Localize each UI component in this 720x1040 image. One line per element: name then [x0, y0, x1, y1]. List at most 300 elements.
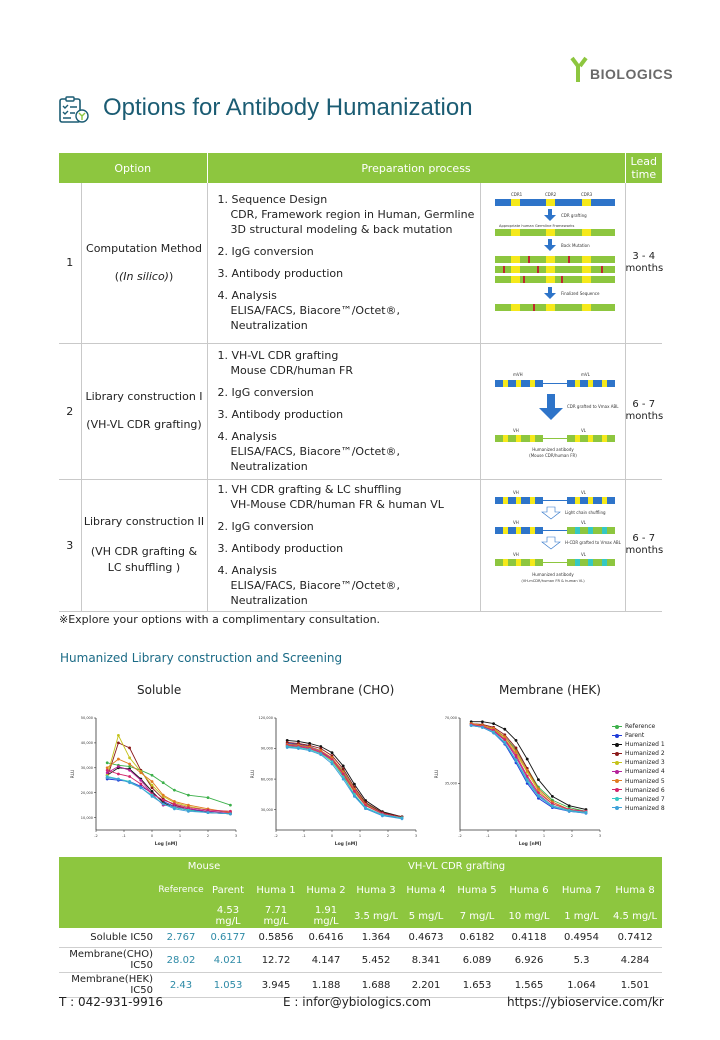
- step-title: 2. IgG conversion: [217, 386, 314, 399]
- data-point: [308, 749, 311, 752]
- data-point: [106, 776, 109, 779]
- data-point: [537, 788, 540, 791]
- cell-value: 1.364: [351, 928, 401, 948]
- data-point: [551, 795, 554, 798]
- step-title: 2. IgG conversion: [217, 520, 314, 533]
- diagram-caption2: (Mouse CDR/human FR): [528, 453, 577, 458]
- data-point: [207, 811, 210, 814]
- x-tick-label: 0: [514, 834, 518, 838]
- data-point: [297, 747, 300, 750]
- data-point: [139, 771, 142, 774]
- step-title: 3. Antibody production: [217, 408, 344, 421]
- data-point: [117, 734, 120, 737]
- data-point: [470, 724, 473, 727]
- cell-value: 0.7412: [608, 928, 662, 948]
- data-point: [151, 795, 154, 798]
- header-lead-line2: time: [631, 168, 657, 181]
- chart-membrane-hek: [424, 712, 614, 852]
- step-title: 2. IgG conversion: [217, 245, 314, 259]
- y-tick-label: 10,000: [80, 815, 93, 820]
- cell-value: 1.064: [555, 973, 608, 998]
- legend-swatch-icon: [612, 760, 622, 766]
- cell-value: 0.6416: [301, 928, 351, 948]
- page-title: Options for Antibody Humanization: [103, 94, 473, 121]
- company-logo: [570, 56, 700, 86]
- plot-area: [250, 716, 417, 847]
- step-title: 4. Analysis: [217, 564, 277, 577]
- legend-item: [612, 749, 665, 758]
- x-axis-label: Log [nM]: [334, 842, 358, 847]
- cell-value: 1.053: [205, 973, 251, 998]
- diagram-vh-label: VH: [512, 428, 519, 433]
- plot-area: [70, 716, 237, 847]
- cell-value: 8.341: [401, 948, 451, 973]
- cell-value: 2.201: [401, 973, 451, 998]
- step-detail: ELISA/FACS, Biacore™/Octet®, Neutralization: [230, 304, 401, 333]
- data-point: [207, 796, 210, 799]
- process-step: [218, 348, 480, 378]
- step-detail: ELISA/FACS, Biacore™/Octet®, Neutralization: [230, 445, 401, 473]
- chart-title-cho: Membrane (CHO): [290, 683, 395, 697]
- data-point: [117, 741, 120, 744]
- concentration: 10 mg/L: [503, 904, 555, 928]
- data-point: [537, 795, 540, 798]
- lc-shuffling-diagram: [483, 486, 623, 604]
- series-line: [107, 777, 230, 814]
- y-tick-label: 30,000: [80, 765, 93, 770]
- consultation-note: ※Explore your options with a complimentary consultation.: [59, 613, 381, 626]
- legend-swatch-icon: [612, 742, 622, 748]
- cell-value: 3.945: [251, 973, 301, 998]
- x-axis-label: Log [nM]: [154, 842, 178, 847]
- lead-time-value: 3 - 4: [632, 250, 656, 262]
- cdr-grafting-diagram: [483, 188, 623, 338]
- row-label: Membrane(CHO) IC50: [59, 948, 157, 973]
- row-number: 3: [59, 479, 81, 611]
- row-number: 1: [59, 183, 81, 343]
- option-name: [81, 343, 207, 479]
- diagram-vl-label: VL: [580, 428, 586, 433]
- x-tick-label: 3: [598, 834, 602, 838]
- legend-label: Reference: [625, 723, 656, 730]
- option-name-line2: (VH-VL CDR grafting): [86, 418, 202, 431]
- shuffled-antibody-bars: [495, 527, 615, 534]
- data-point: [503, 742, 506, 745]
- cell-value: 2.767: [157, 928, 205, 948]
- table-row: [59, 479, 662, 611]
- table-row: [59, 973, 662, 998]
- col-header: Huma 5: [451, 876, 503, 904]
- series-line: [471, 726, 586, 814]
- x-tick-label: -2: [94, 834, 98, 838]
- data-point: [342, 778, 345, 781]
- cell-value: 0.4673: [401, 928, 451, 948]
- footer-email[interactable]: E : infor@ybiologics.com: [283, 995, 432, 1009]
- diagram-mvh-label: mVH: [512, 372, 523, 377]
- data-point: [162, 802, 165, 805]
- ic50-concentration-row: [59, 904, 662, 928]
- x-tick-label: 1: [542, 834, 546, 838]
- diagram-cell: [480, 343, 625, 479]
- diagram-vh-label: VH: [512, 552, 519, 557]
- legend-item: [612, 777, 665, 786]
- series-line: [107, 768, 230, 814]
- options-table-header: [59, 153, 662, 183]
- series-line: [287, 748, 402, 819]
- arrow-down-icon: [544, 239, 556, 251]
- step-title: 3. Antibody production: [217, 267, 344, 281]
- step-detail: 3D structural modeling & back mutation: [230, 223, 453, 237]
- data-point: [364, 807, 367, 810]
- diagram-arrow2-label: Back Mutation: [560, 242, 590, 248]
- y-tick-label: 120,000: [258, 716, 273, 721]
- cell-value: 6.926: [503, 948, 555, 973]
- option-name-line1: Computation Method: [86, 241, 202, 255]
- ic50-group-row: [59, 857, 662, 876]
- y-axis-label: RLU: [251, 769, 256, 779]
- legend-item: [612, 804, 665, 813]
- option-name: [81, 479, 207, 611]
- antibody-logo-icon: [570, 56, 590, 84]
- concentration: 1.91 mg/L: [301, 904, 351, 928]
- diagram-vl-label: VL: [580, 520, 586, 525]
- concentration: 3.5 mg/L: [351, 904, 401, 928]
- option-name-italic: (In silico): [119, 269, 169, 283]
- y-axis-label: RLU: [435, 769, 440, 779]
- col-header: Huma 1: [251, 876, 301, 904]
- y-tick-label: 30,000: [260, 807, 273, 812]
- data-point: [585, 812, 588, 815]
- legend-item: [612, 731, 665, 740]
- data-point: [331, 762, 334, 765]
- data-point: [207, 809, 210, 812]
- legend-item: [612, 740, 665, 749]
- cell-value: 0.4954: [555, 928, 608, 948]
- diagram-mvl-label: mVL: [580, 372, 590, 377]
- data-point: [342, 764, 345, 767]
- data-point: [515, 739, 518, 742]
- col-header: Huma 4: [401, 876, 451, 904]
- cell-value: 12.72: [251, 948, 301, 973]
- cell-value: 4.147: [301, 948, 351, 973]
- data-point: [381, 814, 384, 817]
- x-tick-label: 2: [206, 834, 210, 838]
- step-title: 1. VH-VL CDR grafting: [217, 349, 339, 362]
- data-point: [151, 774, 154, 777]
- col-header: Huma 2: [301, 876, 351, 904]
- data-point: [229, 804, 232, 807]
- plot-area: [434, 716, 601, 847]
- process-step: [218, 482, 480, 512]
- footer-phone: T : 042-931-9916: [59, 995, 164, 1009]
- data-point: [128, 763, 131, 766]
- data-point: [187, 804, 190, 807]
- series-line: [287, 747, 402, 818]
- y-tick-label: 35,000: [444, 781, 457, 786]
- legend-swatch-icon: [612, 805, 622, 811]
- series-line: [471, 724, 586, 812]
- data-point: [117, 773, 120, 776]
- legend-label: Humanized 8: [625, 804, 665, 812]
- concentration: 4.5 mg/L: [608, 904, 662, 928]
- header-lead-time: [625, 153, 662, 183]
- logo-text: BIOLOGICS: [590, 66, 674, 82]
- x-axis-label: Log [nM]: [518, 842, 542, 847]
- data-point: [481, 720, 484, 723]
- table-row: [59, 928, 662, 948]
- data-point: [229, 810, 232, 813]
- col-header: Huma 6: [503, 876, 555, 904]
- data-point: [117, 765, 120, 768]
- legend-swatch-icon: [612, 778, 622, 784]
- cell-value: 0.6182: [451, 928, 503, 948]
- diagram-cdr3-label: CDR3: [580, 191, 592, 197]
- series-line: [471, 724, 586, 812]
- option-name-line1: Library construction II: [83, 515, 205, 528]
- step-detail: VH-Mouse CDR/human FR & human VL: [230, 498, 444, 511]
- y-tick-label: 50,000: [80, 716, 93, 721]
- group-mouse: Mouse: [157, 857, 251, 876]
- cell-value: 4.284: [608, 948, 662, 973]
- series-line: [471, 724, 586, 812]
- legend-swatch-icon: [612, 769, 622, 775]
- diagram-arrow1-label: Light chain shuffling: [564, 510, 606, 515]
- series-line: [107, 778, 230, 814]
- concentration: 7 mg/L: [451, 904, 503, 928]
- legend-label: Parent: [625, 732, 645, 740]
- legend-label: Humanized 4: [625, 768, 665, 776]
- legend-item: [612, 795, 665, 804]
- data-point: [162, 799, 165, 802]
- step-title: 1. Sequence Design: [217, 193, 328, 207]
- data-point: [162, 781, 165, 784]
- lead-time-unit: months: [625, 545, 664, 556]
- data-point: [503, 738, 506, 741]
- cell-value: 4.021: [205, 948, 251, 973]
- arrow-down-icon: [542, 537, 560, 549]
- data-point: [187, 810, 190, 813]
- step-title: 3. Antibody production: [217, 542, 344, 555]
- x-tick-label: -1: [486, 834, 490, 838]
- data-point: [187, 794, 190, 797]
- data-point: [401, 817, 404, 820]
- x-tick-label: 0: [150, 834, 154, 838]
- diagram-arrow2-label: H-CDR grafted to Vmax ABL: [564, 540, 621, 545]
- cell-value: 1.565: [503, 973, 555, 998]
- concentration: 5 mg/L: [401, 904, 451, 928]
- data-point: [492, 722, 495, 725]
- series-line: [471, 725, 586, 812]
- row-label: Membrane(HEK) IC50: [59, 973, 157, 998]
- data-point: [128, 775, 131, 778]
- diagram-arrow1-label: CDR grafting: [560, 212, 587, 218]
- y-axis-label: RLU: [71, 769, 76, 779]
- lead-time: [625, 183, 662, 343]
- data-point: [128, 769, 131, 772]
- data-point: [503, 735, 506, 738]
- diagram-vl-label: VL: [580, 552, 586, 557]
- lead-time-unit: months: [625, 262, 664, 274]
- diagram-caption2: (VH-mCDR/human FR & human VL): [520, 579, 585, 583]
- data-point: [503, 728, 506, 731]
- data-point: [139, 783, 142, 786]
- data-point: [319, 753, 322, 756]
- cell-value: 1.688: [351, 973, 401, 998]
- series-line: [471, 722, 586, 810]
- data-point: [173, 789, 176, 792]
- data-point: [187, 806, 190, 809]
- data-point: [342, 773, 345, 776]
- table-row: [59, 948, 662, 973]
- process-steps: [207, 183, 480, 343]
- x-tick-label: -1: [122, 834, 126, 838]
- mouse-antibody-bars: [495, 380, 615, 387]
- group-vhvl: VH-VL CDR grafting: [251, 857, 662, 876]
- arrow-down-icon: [539, 394, 563, 420]
- y-tick-label: 90,000: [260, 746, 273, 751]
- x-tick-label: -2: [274, 834, 278, 838]
- col-header: Parent: [205, 876, 251, 904]
- data-point: [526, 758, 529, 761]
- x-tick-label: 2: [386, 834, 390, 838]
- data-point: [173, 802, 176, 805]
- data-point: [568, 810, 571, 813]
- diagram-frame-label: Appropriate human Germline Frameworks: [498, 223, 574, 228]
- legend-swatch-icon: [612, 733, 622, 739]
- data-point: [173, 800, 176, 803]
- cell-value: 5.3: [555, 948, 608, 973]
- lead-time-unit: months: [625, 411, 664, 422]
- row-number: 2: [59, 343, 81, 479]
- data-point: [526, 769, 529, 772]
- vh-vl-grafting-diagram: [483, 356, 623, 466]
- legend-swatch-icon: [612, 787, 622, 793]
- y-tick-label: 70,000: [444, 716, 457, 721]
- series-line: [471, 726, 586, 813]
- series-line: [107, 735, 230, 811]
- concentration: 4.53 mg/L: [205, 904, 251, 928]
- data-point: [492, 732, 495, 735]
- chart-membrane-cho: [240, 712, 430, 852]
- data-point: [117, 778, 120, 781]
- cell-value: 0.5856: [251, 928, 301, 948]
- concentration: 7.71 mg/L: [251, 904, 301, 928]
- options-table: [59, 153, 662, 612]
- col-header: Huma 7: [555, 876, 608, 904]
- x-tick-label: 2: [570, 834, 574, 838]
- lead-time: [625, 479, 662, 611]
- chart-legend: [612, 722, 665, 813]
- legend-item: [612, 722, 665, 731]
- step-detail: ELISA/FACS, Biacore™/Octet®, Neutralization: [230, 579, 401, 607]
- data-point: [128, 765, 131, 768]
- arrow-down-icon: [542, 507, 560, 519]
- chart-title-soluble: Soluble: [137, 683, 182, 697]
- data-point: [537, 778, 540, 781]
- series-line: [471, 724, 586, 812]
- diagram-arrow3-label: Finalized Sequence: [560, 290, 599, 296]
- step-title: 1. VH CDR grafting & LC shuffling: [217, 483, 402, 496]
- legend-label: Humanized 7: [625, 795, 665, 803]
- legend-swatch-icon: [612, 751, 622, 757]
- chart-title-hek: Membrane (HEK): [499, 683, 601, 697]
- process-step: [218, 288, 480, 333]
- x-tick-label: 1: [178, 834, 182, 838]
- series-line: [107, 759, 230, 813]
- ic50-header-row: [59, 876, 662, 904]
- humanized-antibody-bars: [495, 435, 615, 442]
- cell-value: 1.653: [451, 973, 503, 998]
- data-point: [481, 726, 484, 729]
- table-row: [59, 343, 662, 479]
- legend-label: Humanized 2: [625, 750, 665, 758]
- diagram-vl-label: VL: [580, 490, 586, 495]
- x-tick-label: 3: [414, 834, 418, 838]
- diagram-caption1: Humanized antibody: [531, 572, 574, 577]
- arrow-down-icon: [544, 287, 556, 299]
- legend-label: Humanized 1: [625, 741, 665, 749]
- data-point: [106, 771, 109, 774]
- diagram-cdr1-label: CDR1: [510, 191, 522, 197]
- data-point: [173, 807, 176, 810]
- x-tick-label: -1: [302, 834, 306, 838]
- y-tick-label: 20,000: [80, 790, 93, 795]
- cell-value: 1.188: [301, 973, 351, 998]
- data-point: [151, 780, 154, 783]
- cell-value: 2.43: [157, 973, 205, 998]
- step-title: 4. Analysis: [217, 430, 277, 443]
- footer-url[interactable]: https://ybioservice.com/kr: [507, 995, 664, 1009]
- cell-value: 0.4118: [503, 928, 555, 948]
- col-header: Reference: [157, 876, 205, 904]
- data-point: [151, 784, 154, 787]
- x-tick-label: 3: [234, 834, 238, 838]
- y-tick-label: 60,000: [260, 777, 273, 782]
- legend-swatch-icon: [612, 796, 622, 802]
- legend-label: Humanized 5: [625, 777, 665, 785]
- section-title: Humanized Library construction and Screening: [60, 651, 343, 665]
- chart-soluble: [60, 712, 250, 852]
- data-point: [551, 805, 554, 808]
- option-name: [81, 183, 207, 343]
- clipboard-checklist-icon: [58, 96, 90, 124]
- process-step: [218, 429, 480, 474]
- header-option: Option: [59, 153, 207, 183]
- data-point: [162, 794, 165, 797]
- step-detail: Mouse CDR/human FR: [230, 364, 354, 377]
- table-row: [59, 183, 662, 343]
- legend-item: [612, 786, 665, 795]
- diagram-vh-label: VH: [512, 520, 519, 525]
- x-tick-label: 0: [330, 834, 334, 838]
- legend-label: Humanized 6: [625, 786, 665, 794]
- process-steps: [207, 479, 480, 611]
- back-mutation-bars: [495, 256, 615, 283]
- arrow-down-icon: [544, 209, 556, 221]
- cell-value: 6.089: [451, 948, 503, 973]
- data-point: [331, 751, 334, 754]
- data-point: [229, 812, 232, 815]
- lead-time-value: 6 - 7: [632, 399, 656, 410]
- option-name-line1: Library construction I: [85, 390, 203, 403]
- data-point: [568, 804, 571, 807]
- y-tick-label: 40,000: [80, 741, 93, 746]
- diagram-cdr2-label: CDR2: [544, 191, 556, 197]
- cell-value: 5.452: [351, 948, 401, 973]
- ic50-table: [59, 857, 662, 998]
- data-point: [139, 786, 142, 789]
- header-lead-line1: Lead: [630, 155, 657, 168]
